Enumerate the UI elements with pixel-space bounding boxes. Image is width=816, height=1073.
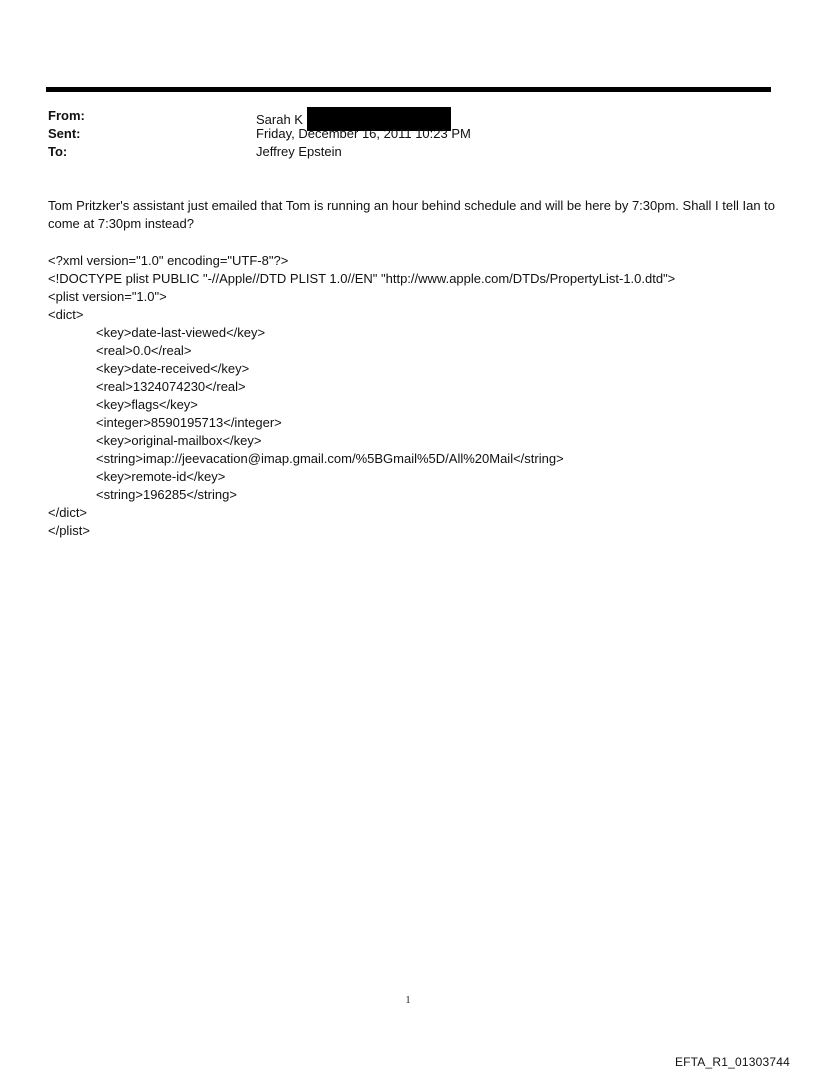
top-divider-rule	[46, 87, 771, 92]
xml-plist-block	[48, 252, 788, 540]
xml-dict-open-line: <dict>	[48, 307, 84, 322]
xml-dict-entry-line: <real>0.0</real>	[96, 343, 192, 358]
sent-row	[48, 125, 768, 143]
xml-dict-close-line: </dict>	[48, 505, 88, 520]
xml-dict-entry-line: <integer>8590195713</integer>	[96, 415, 282, 430]
sent-label: Sent:	[48, 126, 81, 141]
xml-dict-entry-line: <key>flags</key>	[96, 397, 198, 412]
xml-dict-entry-line: <string>196285</string>	[96, 487, 237, 502]
xml-dict-entry-line: <string>imap://jeevacation@imap.gmail.com/%5BGmail%5D/All%20Mail</string>	[96, 451, 564, 466]
xml-plist-close-line: </plist>	[48, 523, 90, 538]
xml-dict-entry-line: <real>1324074230</real>	[96, 379, 246, 394]
from-name: Sarah K	[256, 112, 303, 127]
document-id: EFTA_R1_01303744	[674, 1055, 790, 1069]
to-value: Jeffrey Epstein	[256, 144, 342, 159]
to-row	[48, 143, 768, 161]
from-label: From:	[48, 108, 85, 123]
email-message: Tom Pritzker's assistant just emailed that Tom is running an hour behind schedule and will be here by 7:30pm. Shall I tell Ian to come at 7:30pm instead?	[48, 198, 776, 231]
xml-dict-entry-line: <key>original-mailbox</key>	[96, 433, 262, 448]
xml-declaration-line: <?xml version="1.0" encoding="UTF-8"?>	[48, 253, 289, 268]
from-row	[48, 107, 768, 125]
sent-value: Friday, December 16, 2011 10:23 PM	[256, 126, 471, 141]
xml-dict-entry-line: <key>remote-id</key>	[96, 469, 226, 484]
xml-plist-open-line: <plist version="1.0">	[48, 289, 167, 304]
xml-doctype-line: <!DOCTYPE plist PUBLIC "-//Apple//DTD PLIST 1.0//EN" "http://www.apple.com/DTDs/PropertyList-1.0.dtd">	[48, 271, 676, 286]
xml-dict-entry-line: <key>date-received</key>	[96, 361, 250, 376]
page-number: 1	[405, 995, 411, 1006]
to-label: To:	[48, 144, 68, 159]
email-body	[48, 197, 778, 233]
xml-dict-entry-line: <key>date-last-viewed</key>	[96, 325, 266, 340]
email-header	[48, 107, 768, 161]
